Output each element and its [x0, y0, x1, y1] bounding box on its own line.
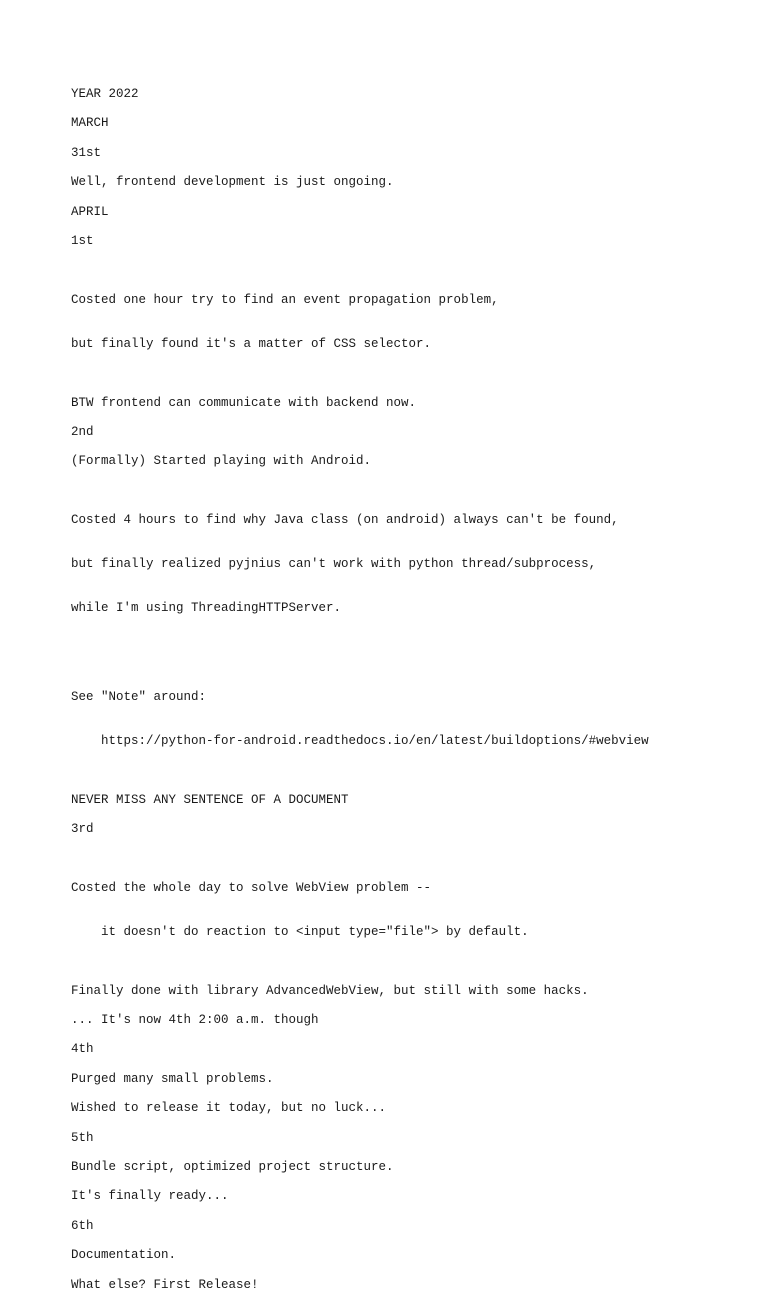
entry-line: but finally found it's a matter of CSS selector.	[71, 336, 432, 351]
entry-april-6-p1: Documentation.	[71, 1248, 177, 1263]
entry-april-1-p1	[71, 263, 751, 381]
entry-march-31-p1: Well, frontend development is just ongoing.	[71, 175, 394, 190]
entry-april-1-p2: BTW frontend can communicate with backend now.	[71, 395, 417, 410]
entry-line: See "Note" around:	[71, 689, 207, 704]
month-heading-march: MARCH	[71, 116, 109, 131]
entry-april-2-p3	[71, 660, 751, 778]
year-heading: YEAR 2022	[71, 87, 139, 101]
entry-april-6-p2: What else? First Release!	[71, 1277, 259, 1292]
day-label-april-1: 1st	[71, 233, 94, 248]
day-label-april-2: 2nd	[71, 425, 94, 440]
entry-line: Costed one hour try to find an event propagation problem,	[71, 292, 499, 307]
entry-april-5-p1: Bundle script, optimized project structure.	[71, 1160, 394, 1174]
day-label-april-4: 4th	[71, 1042, 94, 1057]
entry-april-4-p2: Wished to release it today, but no luck...	[71, 1101, 387, 1116]
day-label-march-31: 31st	[71, 145, 102, 160]
entry-line: Costed the whole day to solve WebView problem --	[71, 880, 432, 895]
entry-april-2-p1: (Formally) Started playing with Android.	[71, 454, 372, 469]
changelog-document	[71, 87, 751, 1307]
entry-line: it doesn't do reaction to <input type="file"> by default.	[101, 924, 529, 939]
entry-line: while I'm using ThreadingHTTPServer.	[71, 601, 342, 616]
entry-april-5-p2: It's finally ready...	[71, 1189, 229, 1204]
entry-april-3-p3: ... It's now 4th 2:00 a.m. though	[71, 1013, 319, 1028]
entry-april-3-p1	[71, 851, 751, 969]
docs-url: https://python-for-android.readthedocs.io/en/latest/buildoptions/#webview	[101, 733, 649, 748]
entry-april-2-p4: NEVER MISS ANY SENTENCE OF A DOCUMENT	[71, 792, 349, 807]
entry-line: but finally realized pyjnius can't work with python thread/subprocess,	[71, 557, 597, 572]
month-heading-april: APRIL	[71, 204, 109, 219]
entry-april-4-p1: Purged many small problems.	[71, 1071, 274, 1086]
day-label-april-5: 5th	[71, 1130, 94, 1145]
entry-april-3-p2: Finally done with library AdvancedWebView, but still with some hacks.	[71, 983, 589, 998]
day-label-april-6: 6th	[71, 1218, 94, 1233]
day-label-april-3: 3rd	[71, 821, 94, 836]
entry-april-2-p2	[71, 484, 751, 646]
entry-line: Costed 4 hours to find why Java class (on android) always can't be found,	[71, 513, 619, 528]
